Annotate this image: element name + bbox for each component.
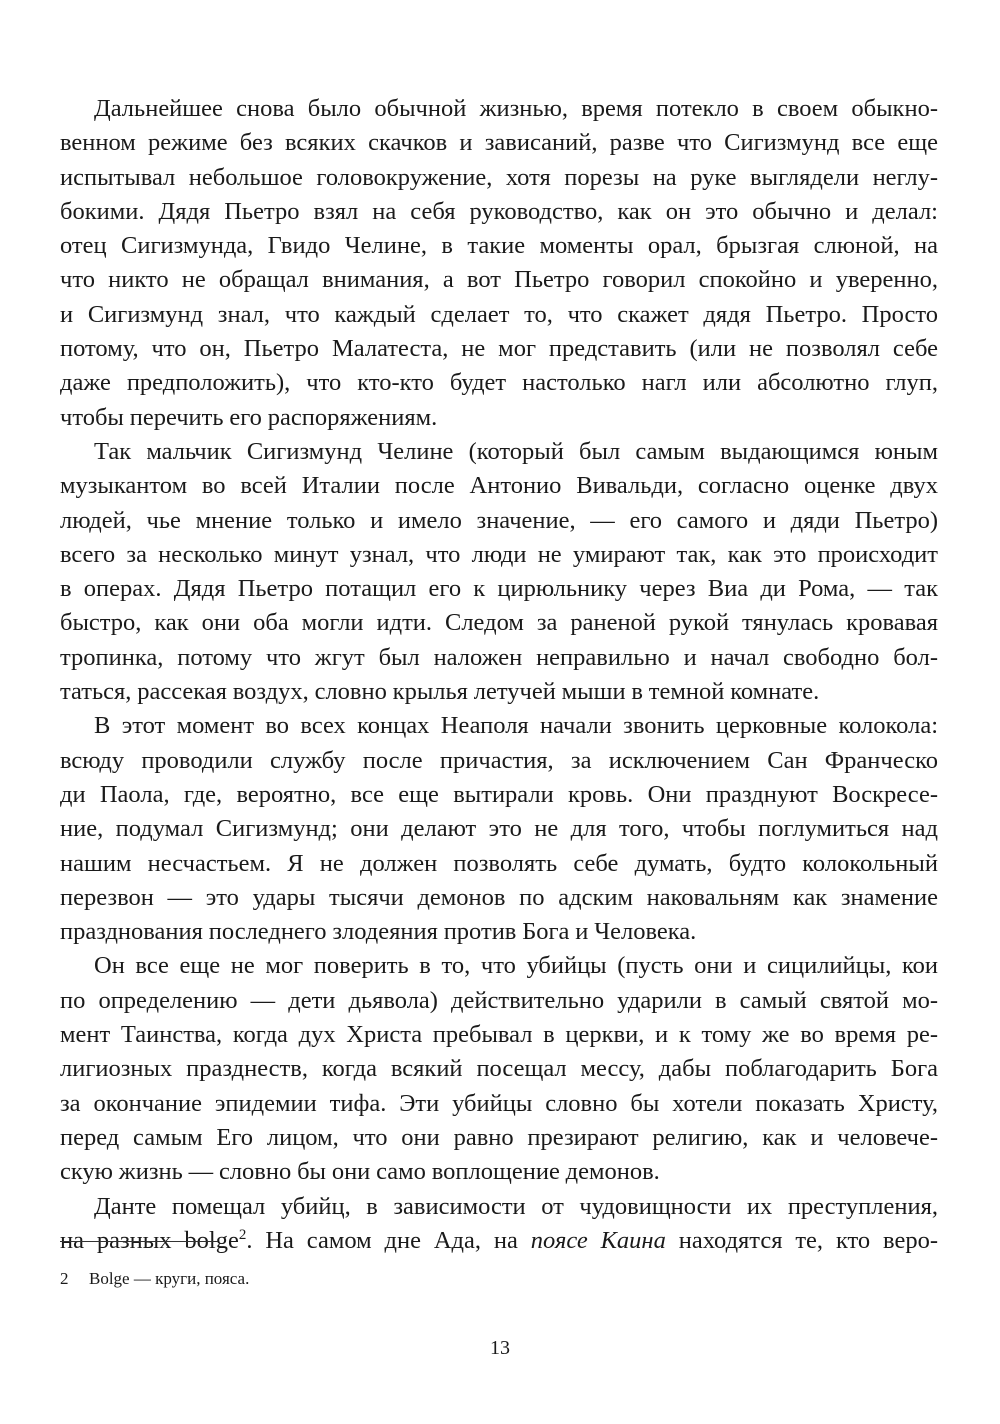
text-line: музыкантом во всей Италии после Антонио Вивальди, согласно оценке двух bbox=[60, 472, 938, 500]
text-line: Дальнейшее снова было обычной жизнью, время потекло в своем обыкно- bbox=[94, 95, 938, 122]
paragraph-2 bbox=[60, 435, 938, 709]
paragraph-3 bbox=[60, 709, 938, 949]
main-text bbox=[60, 92, 938, 1258]
text-line: быстро, как они оба могли идти. Следом за раненой рукой тянулась кровавая bbox=[60, 609, 938, 637]
text-line: даже предположить), что кто-кто будет настолько нагл или абсолютно глуп, bbox=[60, 369, 938, 397]
text-line: перед самым Его лицом, что они равно презирают религию, как и человече- bbox=[60, 1123, 938, 1151]
text-line: лигиозных празднеств, когда всякий посещал мессу, дабы поблагодарить Бога bbox=[60, 1055, 938, 1083]
paragraph-5 bbox=[60, 1190, 938, 1259]
text-line: отец Сигизмунда, Гвидо Челине, в такие моменты орал, брызгая слюной, на bbox=[60, 232, 938, 260]
text-line: и Сигизмунд знал, что каждый сделает то, что скажет дядя Пьетро. Просто bbox=[60, 300, 938, 328]
text-line: перезвон — это удары тысячи демонов по адским наковальням как знамение bbox=[60, 883, 938, 911]
text-line: ди Паола, где, вероятно, все еще вытирали кровь. Они празднуют Воскресе- bbox=[60, 780, 938, 808]
text-line: людей, чье мнение только и имело значение, — его самого и дяди Пьетро) bbox=[60, 506, 938, 534]
footnote-reference[interactable]: 2 bbox=[238, 1226, 247, 1243]
text-line: бокими. Дядя Пьетро взял на себя руководство, как он это обычно и делал: bbox=[60, 197, 938, 225]
text-line: испытывал небольшое головокружение, хотя порезы на руке выглядели неглу- bbox=[60, 163, 938, 191]
text-line: за окончание эпидемии тифа. Эти убийцы словно бы хотели показать Христу, bbox=[60, 1089, 938, 1117]
text-line: Так мальчик Сигизмунд Челине (который был самым выдающимся юным bbox=[94, 437, 938, 465]
text-line: в операх. Дядя Пьетро потащил его к цирюльнику через Виа ди Рома, — так bbox=[60, 575, 938, 603]
text-line: ние, подумал Сигизмунд; они делают это не для того, чтобы поглумиться над bbox=[60, 815, 938, 843]
text-line: чтобы перечить его распоряжениям. bbox=[60, 403, 438, 431]
text-line: всего за несколько минут узнал, что люди не умирают так, как это происходит bbox=[60, 540, 938, 568]
text-run: на разных bolge bbox=[60, 1226, 239, 1254]
text-line: празднования последнего злодеяния против Бога и Человека. bbox=[60, 918, 697, 946]
text-run: . На самом дне Ада, на bbox=[246, 1226, 531, 1254]
text-line: нашим несчастьем. Я не должен позволять себе думать, будто колокольный bbox=[60, 849, 938, 877]
text-line: скую жизнь — словно бы они само воплощение демонов. bbox=[60, 1158, 660, 1186]
text-line: таться, рассекая воздух, словно крылья летучей мыши в темной комнате. bbox=[60, 678, 820, 706]
text-line: потому, что он, Пьетро Малатеста, не мог представить (или не позволял себе bbox=[60, 335, 938, 363]
text-line: Он все еще не мог поверить в то, что убийцы (пусть они и сицилийцы, кои bbox=[94, 952, 938, 980]
paragraph-1 bbox=[60, 92, 938, 435]
text-line: венном режиме без всяких скачков и зависаний, разве что Сигизмунд все еще bbox=[60, 129, 938, 157]
text-line: всюду проводили службу после причастия, за исключением Сан Франческо bbox=[60, 746, 938, 774]
footnote-text: Bolge — круги, пояса. bbox=[89, 1269, 250, 1288]
footnote-divider bbox=[60, 1241, 218, 1242]
paragraph-4 bbox=[60, 949, 938, 1189]
text-line: по определению — дети дьявола) действительно ударили в самый святой мо- bbox=[60, 986, 938, 1014]
text-line: Данте помещал убийц, в зависимости от чудовищности их преступления, bbox=[94, 1192, 938, 1220]
text-line: мент Таинства, когда дух Христа пребывал в церкви, и к тому же во время ре- bbox=[60, 1021, 938, 1049]
italic-term: поясе Каина bbox=[530, 1226, 666, 1254]
text-run: находятся те, кто веро- bbox=[665, 1226, 938, 1254]
page-number: 13 bbox=[490, 1337, 510, 1359]
footnote bbox=[60, 1268, 249, 1290]
footnote-number: 2 bbox=[60, 1269, 69, 1288]
text-line: тропинка, потому что жгут был наложен неправильно и начал свободно бол- bbox=[60, 643, 938, 671]
text-line: В этот момент во всех концах Неаполя начали звонить церковные колокола: bbox=[94, 712, 938, 740]
text-line: что никто не обращал внимания, а вот Пьетро говорил спокойно и уверенно, bbox=[60, 266, 938, 294]
